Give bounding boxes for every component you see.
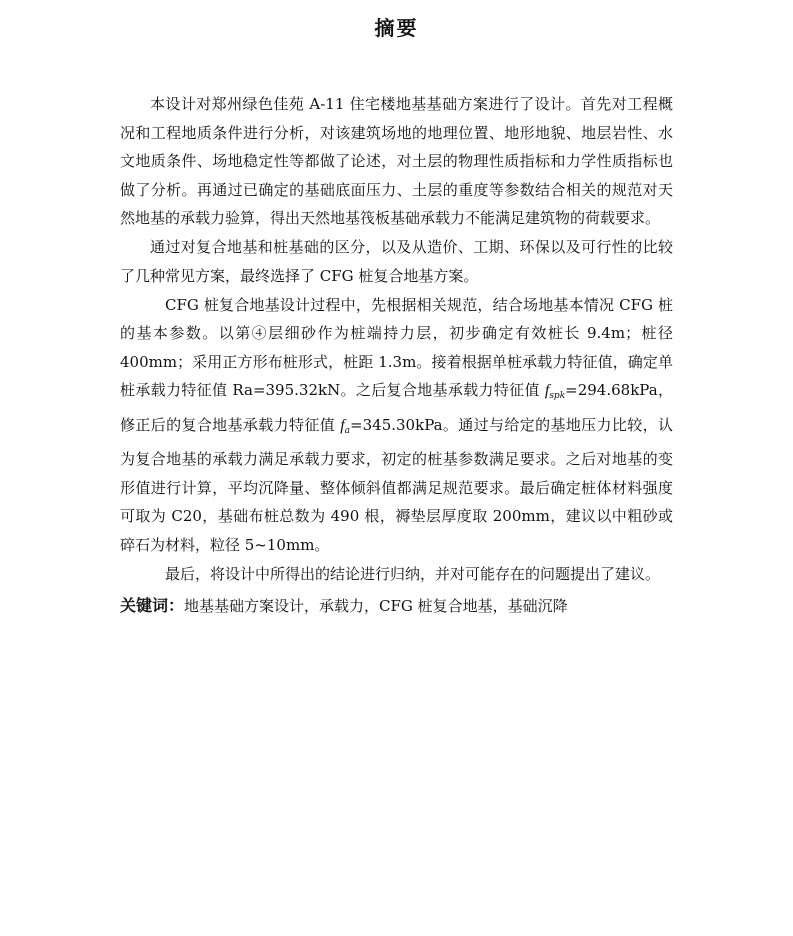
keywords-line <box>120 592 673 620</box>
paragraph-3-part1: CFG 桩复合地基设计过程中，先根据相关规范，结合场地基本情况 CFG 桩的基本参数。以第④层细砂作为桩端持力层，初步确定有效桩长 9.4m；桩径 400mm；采用正方形布桩形式，桩距 1.3m。接着根据单桩承载力特征值，确定单桩承载力特征值 Ra=395.32kN。之后复合地基承载力特征值 <box>120 295 673 399</box>
formula-fa-subscript: a <box>344 425 351 436</box>
keywords-text: 地基基础方案设计，承载力，CFG 桩复合地基，基础沉降 <box>184 597 568 615</box>
formula-fspk-symbol: f <box>544 382 550 399</box>
paragraph-2: 通过对复合地基和桩基础的区分，以及从造价、工期、环保以及可行性的比较了几种常见方案，最终选择了 CFG 桩复合地基方案。 <box>120 238 673 285</box>
paragraph-1: 本设计对郑州绿色佳苑 A-11 住宅楼地基基础方案进行了设计。首先对工程概况和工程地质条件进行分析，对该建筑场地的地理位置、地形地貌、地层岩性、水文地质条件、场地稳定性等都做了论述，对土层的物理性质指标和力学性质指标也做了分析。再通过已确定的基础底面压力、土层的重度等参数结合相关的规范对天然地基的承载力验算，得出天然地基筏板基础承载力不能满足建筑物的荷载要求。 <box>120 95 673 227</box>
paragraph-3-part3: =345.30kPa。通过与给定的基地压力比较，认为复合地基的承载力满足承载力要求，初定的桩基参数满足要求。之后对地基的变形值进行计算，平均沉降量、整体倾斜值都满足规范要求。最后确定桩体材料强度可取为 C20，基础布桩总数为 490 根，褥垫层厚度取 200mm，建议以中粗砂或碎石为材料，粒径 5~10mm。 <box>120 415 673 554</box>
page-title: 摘要 <box>374 16 419 40</box>
paragraph-3-part2: =294.68kPa，修正后的复合地基承载力特征值 <box>120 381 673 434</box>
paragraph-4: 最后，将设计中所得出的结论进行归纳，并对可能存在的问题提出了建议。 <box>165 564 661 583</box>
formula-fspk-subscript: spk <box>549 391 566 401</box>
keywords-label: 关键词： <box>120 596 185 615</box>
abstract-body <box>120 90 673 620</box>
paragraph-3 <box>120 291 673 560</box>
formula-fa-symbol: f <box>340 416 345 434</box>
